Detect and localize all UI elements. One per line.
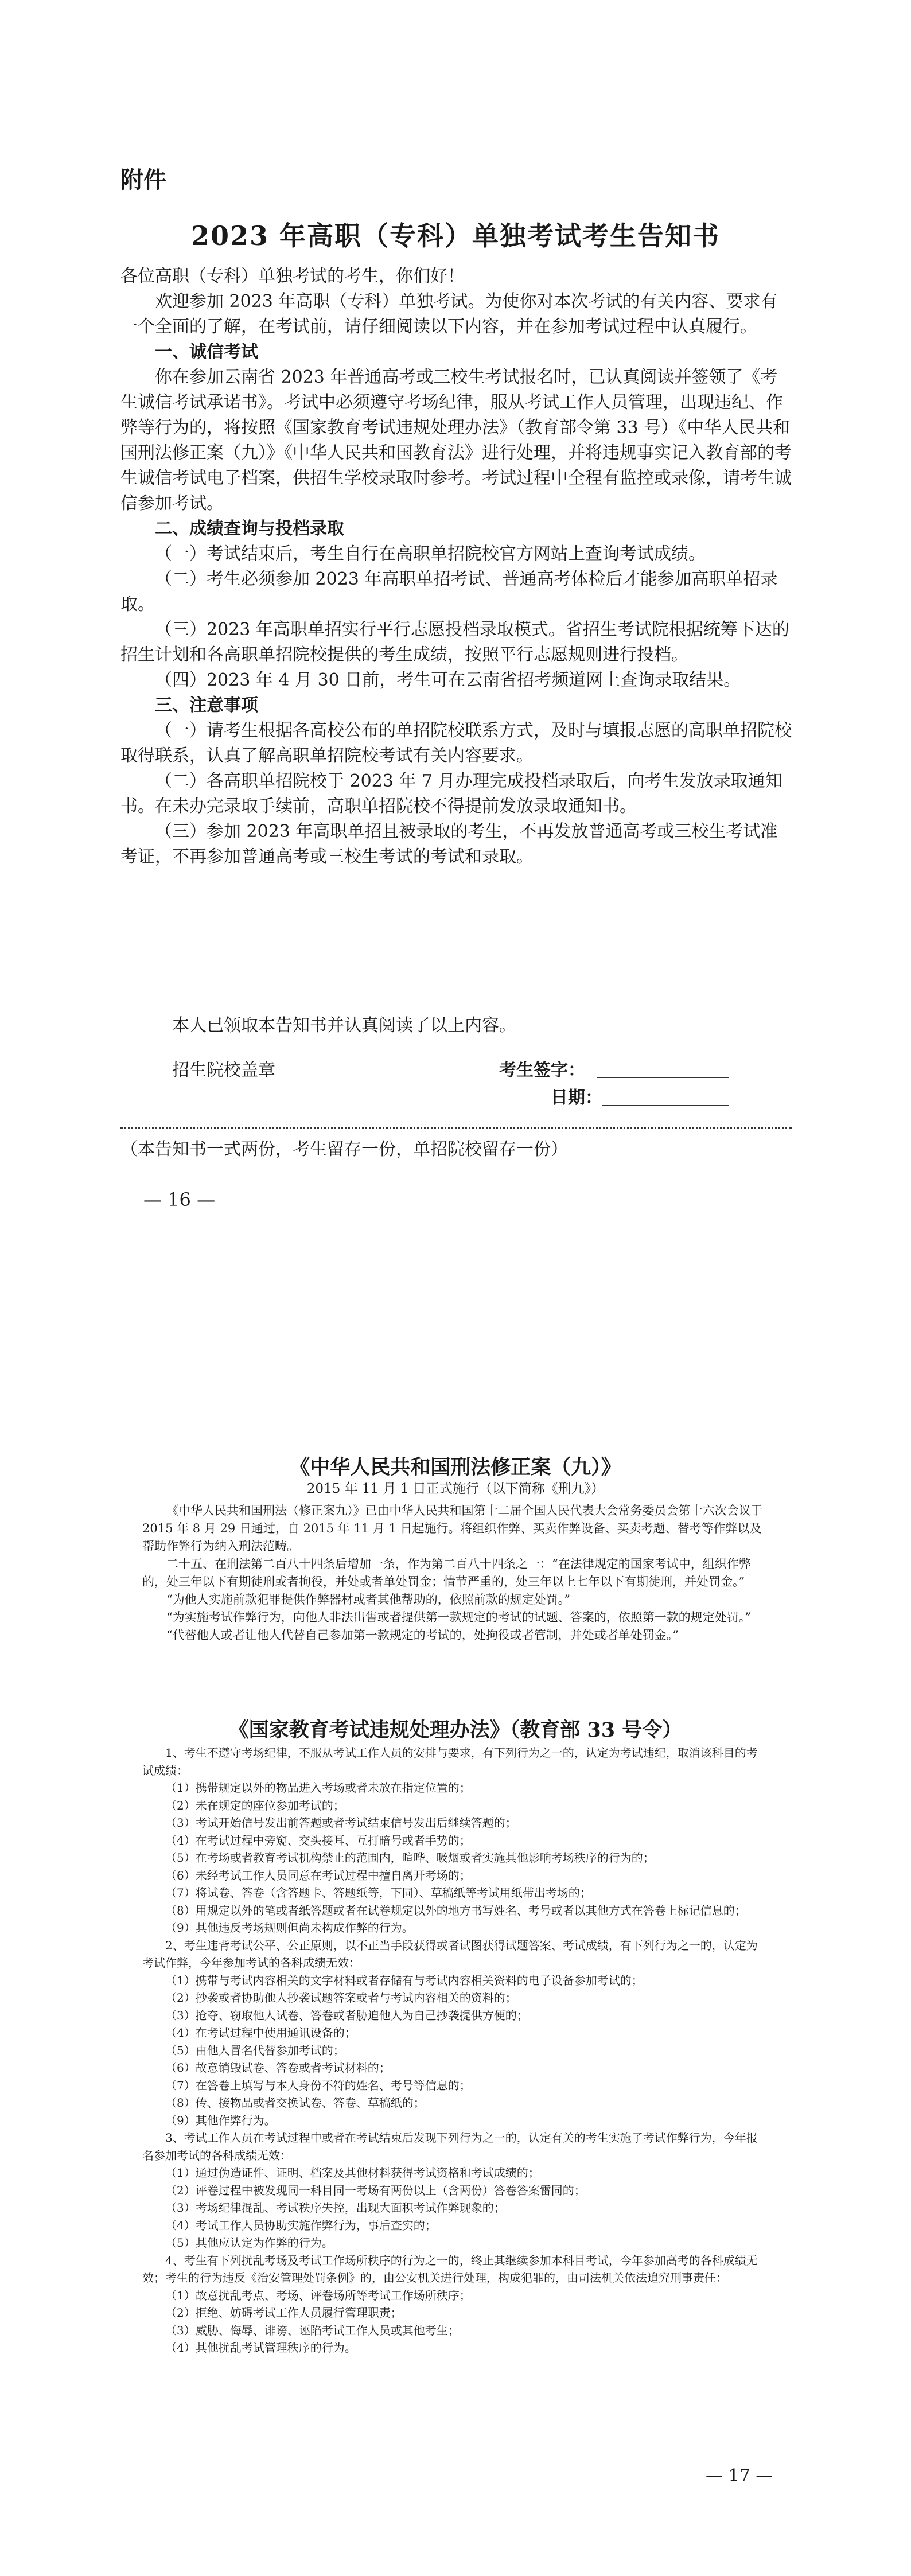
page-number: — 16 — [143,1189,216,1211]
clause-paragraph: 3、考试工作人员在考试过程中或者在考试结束后发现下列行为之一的，认定有关的考生实施了考试作弊行为，今年报名参加考试的各科成绩无效： [142,2131,758,2162]
clause-item: （5）其他应认定为作弊的行为。 [165,2236,333,2250]
exam-violation-title: 《国家教育考试违规处理办法》（教育部 33 号令） [228,1718,683,1742]
notice-body [120,264,792,870]
clause-paragraph: 2、考生违背考试公平、公正原则，以不正当手段获得或者试图获得试题答案、考试成绩，有下列行为之一的，认定为考试作弊，今年参加考试的各科成绩无效： [142,1938,758,1970]
clause-item: （5）在考场或者教育考试机构禁止的范围内，喧哗、吸烟或者实施其他影响考场秩序的行为的； [165,1851,655,1865]
paragraph: （二）各高职单招院校于 2023 年 7 月办理完成投档录取后，向考生发放录取通知书。在未办完录取手续前，高职单招院校不得提前发放录取通知书。 [120,771,782,816]
clause-item: （4）在考试过程中旁窥、交头接耳、互打暗号或者手势的； [165,1833,471,1847]
paragraph: （四）2023 年 4 月 30 日前，考生可在云南省招考频道网上查询录取结果。 [155,670,741,690]
confirmation-statement: 本人已领取本告知书并认真阅读了以上内容。 [172,1015,516,1036]
clause-item: （2）抄袭或者协助他人抄袭试题答案或者与考试内容相关的资料的； [165,1991,517,2005]
paragraph: 你在参加云南省 2023 年普通高考或三校生考试报名时，已认真阅读并签领了《考生诚信考试承诺书》。考试中必须遵守考场纪律，服从考试工作人员管理，出现违纪、作弊等行为的，将按照《国家教育考试违规处理办法》（教育部令第 33 号）《中华人民共和国刑法修正案（九）》《中华人民共和国教育法》进行处理，并将违规事实记入教育部的考生诚信考试电子档案，供招生学校录取时参考。考试过程中全程有监控或录像，请考生诚信参加考试。 [120,367,792,513]
clause-item: （3）考场纪律混乱、考试秩序失控，出现大面积考试作弊现象的； [165,2201,505,2215]
signature-label: 考生签字： [499,1060,585,1080]
clause-item: （2）评卷过程中被发现同一科目同一考场有两份以上（含两份）答卷答案雷同的； [165,2183,586,2197]
clause-item: （5）由他人冒名代替参加考试的； [165,2043,345,2057]
clause-item: （4）在考试过程中使用通讯设备的； [165,2026,356,2040]
paragraph: （一）请考生根据各高校公布的单招院校联系方式，及时与填报志愿的高职单招院校取得联系，认真了解高职单招院校考试有关内容要求。 [120,721,792,766]
clause-item: （1）故意扰乱考点、考场、评卷场所等考试工作场所秩序； [165,2288,471,2302]
paragraph: “为实施考试作弊行为，向他人非法出售或者提供第一款规定的考试的试题、答案的，依照第一款的规定处罚。” [166,1610,751,1624]
clause-item: （2）拒绝、妨碍考试工作人员履行管理职责； [165,2306,402,2320]
intro-paragraph: 欢迎参加 2023 年高职（专科）单独考试。为使你对本次考试的有关内容、要求有一个全面的了解，在考试前，请仔细阅读以下内容，并在参加考试过程中认真履行。 [120,291,778,337]
paragraph: （二）考生必须参加 2023 年高职单招考试、普通高考体检后才能参加高职单招录取。 [120,569,778,614]
paragraph: （三）参加 2023 年高职单招且被录取的考生，不再发放普通高考或三校生考试准考证，不再参加普通高考或三校生考试的考试和录取。 [120,822,778,867]
clause-item: （3）威胁、侮辱、诽谤、诬陷考试工作人员或其他考生； [165,2323,460,2337]
signature-line [597,1077,729,1078]
clause-item: （6）未经考试工作人员同意在考试过程中擅自离开考场的； [165,1868,471,1882]
date-line [602,1105,729,1106]
paragraph: “为他人实施前款犯罪提供作弊器材或者其他帮助的，依照前款的规定处罚。” [166,1593,570,1606]
clause-item: （1）携带规定以外的物品进入考场或者未放在指定位置的； [165,1781,471,1795]
section-heading-integrity: 一、诚信考试 [155,342,258,362]
criminal-law-title: 《中华人民共和国刑法修正案（九）》 [290,1456,621,1479]
clause-item: （4）其他扰乱考试管理秩序的行为。 [165,2341,356,2355]
copy-note: （本告知书一式两份，考生留存一份，单招院校留存一份） [120,1139,568,1159]
clause-paragraph: 1、考生不遵守考场纪律，不服从考试工作人员的安排与要求，有下列行为之一的，认定为考试违纪，取消该科目的考试成绩： [142,1746,758,1777]
criminal-law-body [142,1502,768,1644]
criminal-law-date: 2015 年 11 月 1 日正式施行（以下简称《刑九》） [306,1481,605,1496]
clause-item: （1）通过伪造证件、证明、档案及其他材料获得考试资格和考试成绩的； [165,2166,540,2180]
clause-paragraph: 4、考生有下列扰乱考场及考试工作场所秩序的行为之一的，终止其继续参加本科目考试，今年参加高考的各科成绩无效；考生的行为违反《治安管理处罚条例》的，由公安机关进行处理，构成犯罪的，由司法机关依法追究刑事责任： [142,2253,758,2285]
clause-item: （7）在答卷上填写与本人身份不符的姓名、考号等信息的； [165,2078,471,2092]
clause-item: （3）考试开始信号发出前答题或者考试结束信号发出后继续答题的； [165,1816,517,1830]
clause-item: （9）其他作弊行为。 [165,2113,276,2127]
paragraph: （一）考试结束后，考生自行在高职单招院校官方网站上查询考试成绩。 [155,544,706,564]
clause-item: （8）传、接物品或者交换试卷、答卷、草稿纸的； [165,2096,425,2110]
section-heading-notes: 三、注意事项 [155,695,258,715]
date-label: 日期： [551,1088,602,1108]
attachment-label: 附件 [120,167,166,193]
clause-item: （4）考试工作人员协助实施作弊行为，事后查实的； [165,2218,437,2232]
notice-title: 2023 年高职（专科）单独考试考生告知书 [190,220,721,251]
clause-item: （2）未在规定的座位参加考试的； [165,1798,345,1812]
paragraph: 《中华人民共和国刑法（修正案九）》已由中华人民共和国第十二届全国人民代表大会常务委员会第十六次会议于 2015 年 8 月 29 日通过，自 2015 年 11 月 1 日起施行。将组织作弊、买卖作弊设备、买卖考题、替考等作弊以及帮助作弊行为纳入刑法范畴。 [142,1504,763,1553]
page-17 [0,1354,911,2576]
page-number: — 17 — [706,2466,773,2486]
clause-item: （1）携带与考试内容相关的文字材料或者存储有与考试内容相关资料的电子设备参加考试的； [165,1973,643,1987]
greeting: 各位高职（专科）单独考试的考生，你们好！ [120,266,465,286]
clause-item: （8）用规定以外的笔或者纸答题或者在试卷规定以外的地方书写姓名、考号或者以其他方式在答卷上标记信息的； [165,1903,746,1917]
clause-item: （7）将试卷、答卷（含答题卡、答题纸等，下同）、草稿纸等考试用纸带出考场的； [165,1886,591,1900]
clause-item: （3）抢夺、窃取他人试卷、答卷或者胁迫他人为自己抄袭提供方便的； [165,2008,528,2022]
paragraph: 二十五、在刑法第二百八十四条后增加一条，作为第二百八十四条之一：“在法律规定的国家考试中，组织作弊的，处三年以下有期徒刑或者拘役，并处或者单处罚金；情节严重的，处三年以上七年以下有期徒刑，并处罚金。” [142,1557,751,1589]
clause-item: （9）其他违反考场规则但尚未构成作弊的行为。 [165,1921,414,1935]
paragraph: （三）2023 年高职单招实行平行志愿投档录取模式。省招生考试院根据统筹下达的招生计划和各高职单招院校提供的考生成绩，按照平行志愿规则进行投档。 [120,620,789,665]
clause-item: （6）故意销毁试卷、答卷或者考试材料的； [165,2061,391,2075]
section-heading-scores: 二、成绩查询与投档录取 [155,519,344,539]
exam-violation-body [142,1744,768,2357]
dotted-cut-line [120,1127,792,1129]
school-seal-label: 招生院校盖章 [172,1060,275,1080]
paragraph: “代替他人或者让他人代替自己参加第一款规定的考试的，处拘役或者管制，并处或者单处罚金。” [166,1628,679,1642]
